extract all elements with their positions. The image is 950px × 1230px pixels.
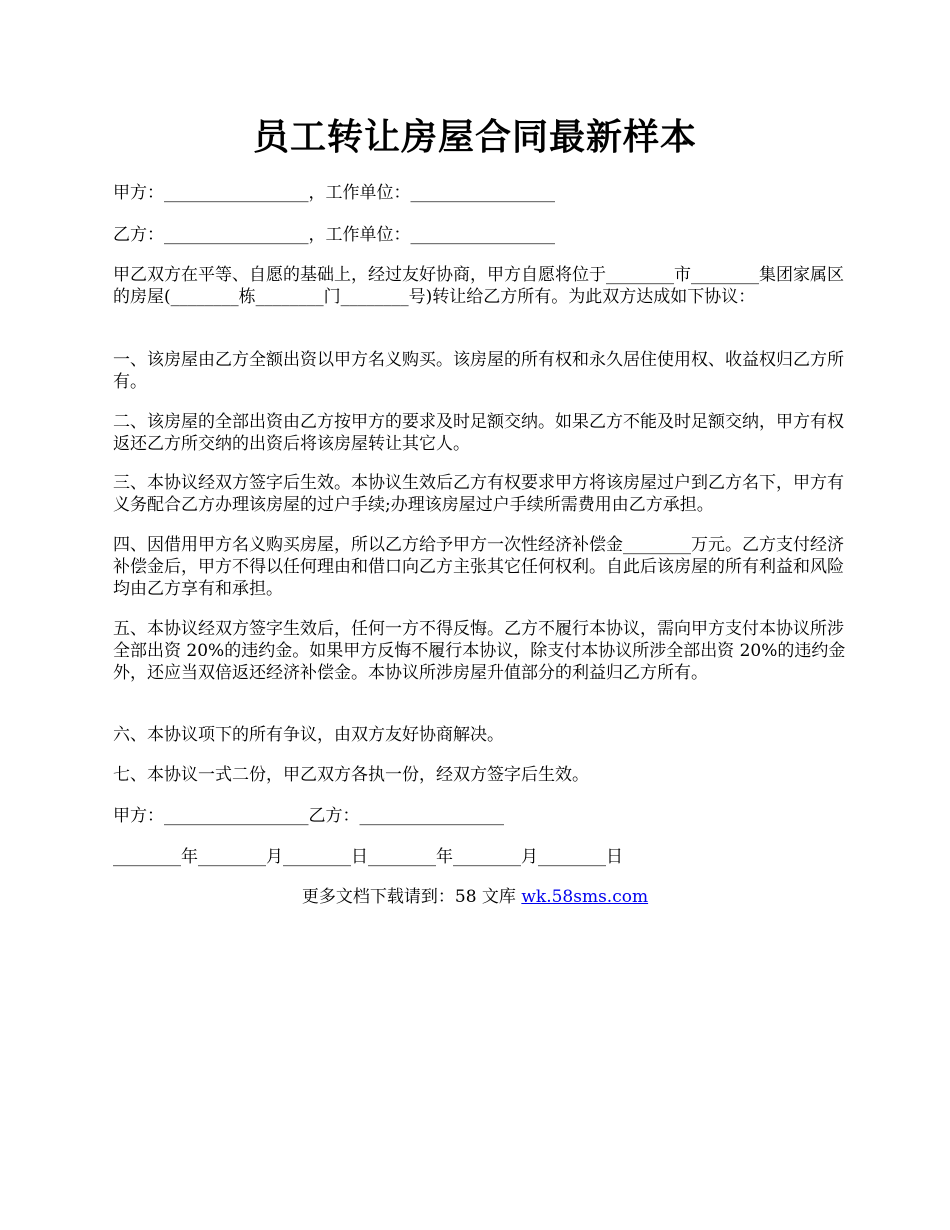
- party-a-line: 甲方：_________________，工作单位：_________________: [113, 183, 555, 203]
- footer-text: 更多文档下载请到：58 文库: [301, 887, 522, 907]
- intro-paragraph: 甲乙双方在平等、自愿的基础上，经过友好协商，甲方自愿将位于________市________集团家属区的房屋(________栋________门________号)转让给乙方所有。为此双方达成如下协议：: [113, 265, 844, 307]
- clause-3: 三、本协议经双方签字后生效。本协议生效后乙方有权要求甲方将该房屋过户到乙方名下，甲方有义务配合乙方办理该房屋的过户手续;办理该房屋过户手续所需费用由乙方承担。: [113, 473, 844, 515]
- document-title: 员工转让房屋合同最新样本: [252, 116, 697, 158]
- signature-line: 甲方：_________________乙方：_________________: [113, 806, 504, 826]
- party-b-line: 乙方：_________________，工作单位：_________________: [113, 225, 555, 245]
- footer-link[interactable]: wk.58sms.com: [521, 887, 649, 907]
- date-line: ________年________月________日________年________月________日: [113, 847, 623, 867]
- clause-6: 六、本协议项下的所有争议，由双方友好协商解决。: [113, 725, 504, 745]
- footer: [0, 886, 950, 908]
- clause-7: 七、本协议一式二份，甲乙双方各执一份，经双方签字后生效。: [113, 765, 589, 785]
- clause-1: 一、该房屋由乙方全额出资以甲方名义购买。该房屋的所有权和永久居住使用权、收益权归乙方所有。: [113, 350, 844, 392]
- clause-5: 五、本协议经双方签字生效后，任何一方不得反悔。乙方不履行本协议，需向甲方支付本协议所涉全部出资 20%的违约金。如果甲方反悔不履行本协议，除支付本协议所涉全部出资 20%的违约金外，还应当双倍返还经济补偿金。本协议所涉房屋升值部分的利益归乙方所有。: [113, 619, 846, 683]
- clause-2: 二、该房屋的全部出资由乙方按甲方的要求及时足额交纳。如果乙方不能及时足额交纳，甲方有权返还乙方所交纳的出资后将该房屋转让其它人。: [113, 412, 844, 454]
- clause-4: 四、因借用甲方名义购买房屋，所以乙方给予甲方一次性经济补偿金________万元。乙方支付经济补偿金后，甲方不得以任何理由和借口向乙方主张其它任何权利。自此后该房屋的所有利益和风险均由乙方享有和承担。: [113, 535, 844, 599]
